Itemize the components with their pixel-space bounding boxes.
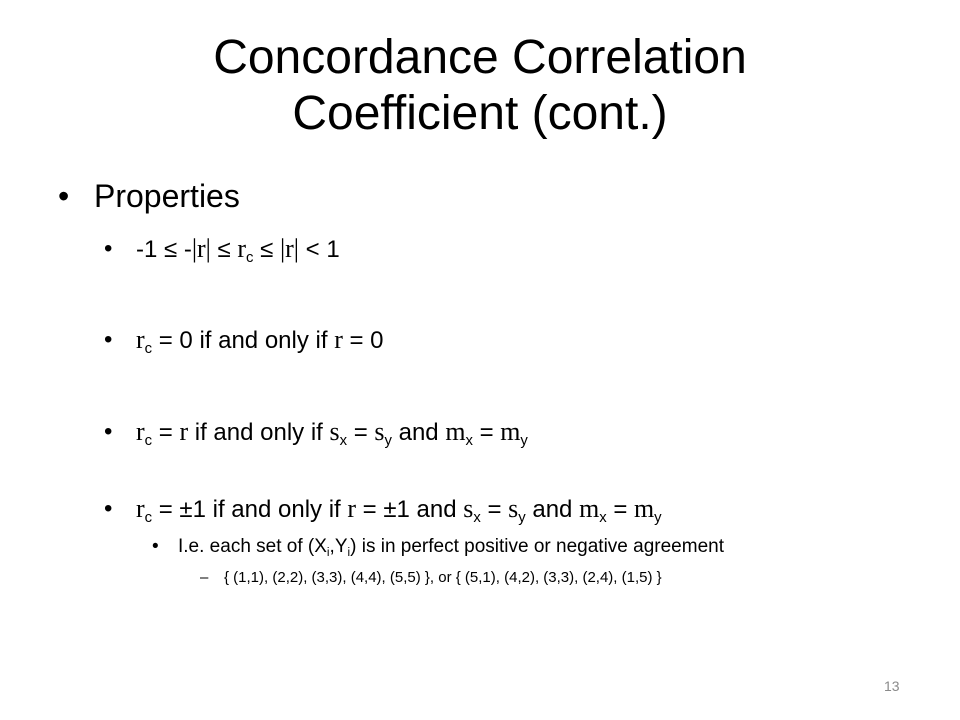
agreement-text (178, 535, 724, 559)
text-segment: ≤ (210, 236, 238, 263)
text-segment: and (525, 496, 580, 523)
subscript: c (144, 510, 153, 527)
text-segment: < 1 (298, 236, 340, 263)
text-segment: and (391, 419, 446, 446)
math-symbol: | (279, 234, 286, 263)
math-symbol: | (191, 234, 198, 263)
property-zero-text (136, 325, 384, 356)
subscript: y (518, 510, 526, 527)
bullet-marker: • (104, 418, 113, 445)
text-segment: ≤ (253, 236, 280, 263)
subscript: y (384, 433, 392, 450)
math-symbol: r (197, 234, 206, 263)
math-symbol: | (293, 234, 299, 263)
text-segment: ) is in perfect positive or negative agreement (350, 536, 724, 557)
math-symbol: r (136, 325, 145, 354)
subscript: i (347, 546, 351, 560)
math-symbol: r (347, 494, 356, 523)
property-perfect-text (136, 494, 662, 525)
text-segment: = ±1 if and only if (152, 496, 348, 523)
math-symbol: r (285, 234, 294, 263)
properties-heading: Properties (94, 178, 240, 214)
subscript: x (465, 433, 473, 450)
bullet-marker: • (104, 326, 113, 353)
math-symbol: s (329, 417, 340, 446)
text-segment: if and only if (188, 419, 330, 446)
math-symbol: r (237, 234, 247, 263)
title-line-1: Concordance Correlation (213, 31, 747, 84)
bullet-marker: • (104, 495, 113, 522)
subscript: c (246, 250, 254, 267)
page-number: 13 (884, 678, 900, 694)
math-symbol: | (205, 234, 211, 263)
math-symbol: m (500, 417, 521, 446)
text-segment: ,Y (329, 536, 348, 557)
dash-marker: – (200, 569, 209, 586)
math-symbol: r (334, 325, 343, 354)
text-segment: = ±1 and (356, 496, 464, 523)
examples-text: { (1,1), (2,2), (3,3), (4,4), (5,5) }, or { (5,1), (4,2), (3,3), (2,4), (1,5) } (224, 569, 662, 586)
subscript: y (654, 510, 662, 527)
text-segment: = (472, 419, 501, 446)
subscript: x (339, 433, 348, 450)
math-symbol: r (179, 417, 189, 446)
text-segment: = (152, 419, 180, 446)
bullet-marker: • (152, 536, 159, 557)
text-segment: = (347, 419, 375, 446)
math-symbol: r (136, 494, 145, 523)
title-line-2: Coefficient (cont.) (292, 87, 668, 140)
text-segment: -1 ≤ - (136, 236, 192, 263)
subscript: i (326, 546, 330, 560)
subscript: y (520, 433, 528, 450)
bullet-marker: • (104, 235, 113, 262)
text-segment: = (480, 496, 509, 523)
bullet-marker: • (58, 178, 70, 214)
text-segment: = 0 (342, 327, 384, 354)
subscript: c (144, 341, 153, 358)
text-segment: = 0 if and only if (152, 327, 335, 354)
math-symbol: s (508, 494, 519, 523)
property-equal-text (136, 417, 528, 448)
subscript: x (473, 510, 481, 527)
subscript: c (144, 433, 153, 450)
slide-title (0, 30, 960, 142)
property-bound-text (136, 234, 340, 265)
math-symbol: r (136, 417, 145, 446)
math-symbol: s (374, 417, 385, 446)
subscript: x (599, 510, 607, 527)
math-symbol: m (634, 494, 655, 523)
text-segment: = (606, 496, 635, 523)
text-segment: I.e. each set of (X (178, 536, 327, 557)
math-symbol: m (579, 494, 600, 523)
math-symbol: s (463, 494, 474, 523)
math-symbol: m (445, 417, 466, 446)
